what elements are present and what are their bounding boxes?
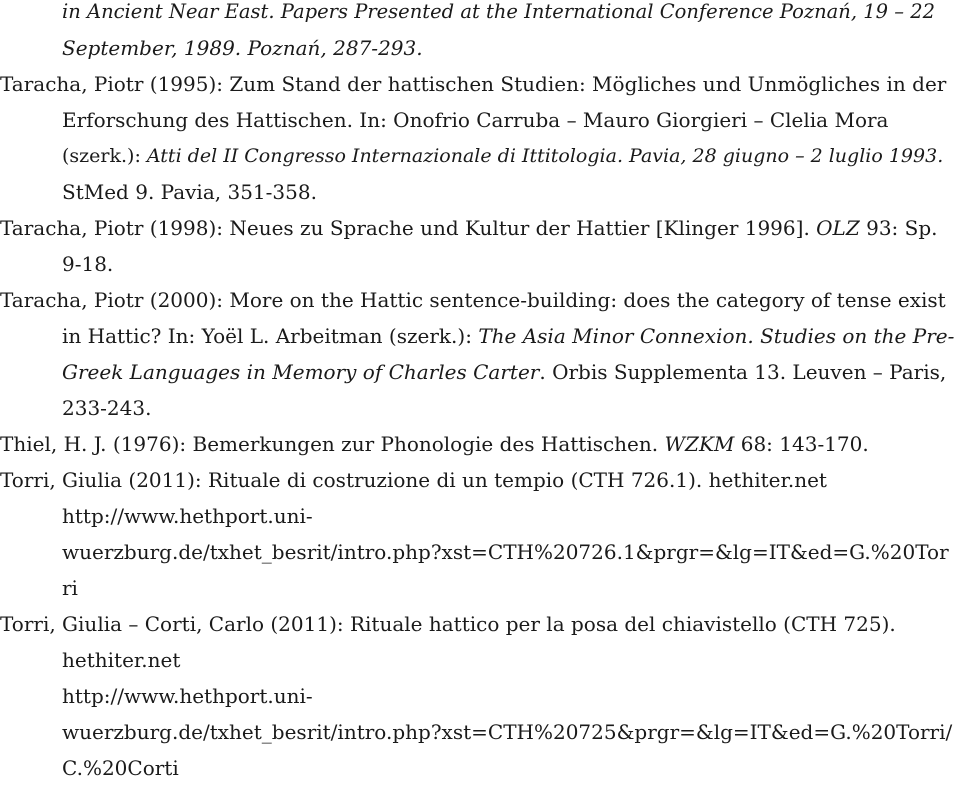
entry4-line1: Taracha, Piotr (2000): More on the Hattic sentence-building: does the category of tense exist	[0, 288, 946, 312]
entry4-book-subtitle: Greek Languages in Memory of Charles Carter	[62, 360, 540, 384]
entry7-line2: hethiter.net	[62, 648, 181, 672]
entry4-line2	[62, 324, 954, 348]
entry4-line3	[62, 360, 946, 384]
entry2-line2: Erforschung des Hattischen. In: Onofrio Carruba – Mauro Giorgieri – Clelia Mora	[62, 108, 889, 132]
entry1-line2: September, 1989. Poznań, 287-293.	[62, 36, 423, 60]
entry7-line1: Torri, Giulia – Corti, Carlo (2011): Rituale hattico per la posa del chiavistello (CTH 725).	[0, 612, 896, 636]
entry3-journal: OLZ	[816, 216, 860, 240]
entry4-editor: in Hattic? In: Yoël L. Arbeitman (szerk.):	[62, 324, 479, 348]
entry7-line3: http://www.hethport.uni-	[62, 684, 313, 708]
entry3-text: Taracha, Piotr (1998): Neues zu Sprache und Kultur der Hattier [Klinger 1996].	[0, 216, 817, 240]
entry6-line2: http://www.hethport.uni-	[62, 504, 313, 528]
entry7-line4: wuerzburg.de/txhet_besrit/intro.php?xst=CTH%20725&prgr=&lg=IT&ed=G.%20Torri/	[62, 720, 953, 744]
entry1-line1-text: in Ancient Near East. Papers Presented at the International Conference Poznań, 19 – 22	[62, 0, 936, 23]
entry2-book-title: Atti del II Congresso Internazionale di Ittitologia. Pavia, 28 giugno – 2 luglio 1993.	[146, 145, 944, 167]
entry2-line1: Taracha, Piotr (1995): Zum Stand der hattischen Studien: Mögliches und Unmögliches in der	[0, 72, 947, 96]
entry2-line4: StMed 9. Pavia, 351-358.	[62, 180, 317, 204]
entry4-series: . Orbis Supplementa 13. Leuven – Paris,	[539, 360, 947, 384]
entry6-line4: ri	[62, 576, 78, 600]
entry2-editors-suffix: (szerk.):	[62, 145, 147, 167]
entry1-line1	[62, 0, 950, 24]
entry5-journal: WZKM	[664, 432, 735, 456]
entry3-line1	[0, 216, 938, 240]
entry3-volume: 93: Sp.	[859, 216, 938, 240]
entry5-text: Thiel, H. J. (1976): Bemerkungen zur Phonologie des Hattischen.	[0, 432, 665, 456]
entry5-line1	[0, 432, 869, 456]
entry3-line2: 9-18.	[62, 252, 114, 276]
entry4-line4: 233-243.	[62, 396, 152, 420]
entry6-line3: wuerzburg.de/txhet_besrit/intro.php?xst=CTH%20726.1&prgr=&lg=IT&ed=G.%20Tor	[62, 540, 949, 564]
entry4-book-title: The Asia Minor Connexion. Studies on the Pre-	[478, 324, 955, 348]
entry2-line3	[62, 144, 943, 168]
entry7-line5: C.%20Corti	[62, 756, 179, 780]
entry5-pages: 68: 143-170.	[734, 432, 869, 456]
entry6-line1: Torri, Giulia (2011): Rituale di costruzione di un tempio (CTH 726.1). hethiter.net	[0, 468, 827, 492]
